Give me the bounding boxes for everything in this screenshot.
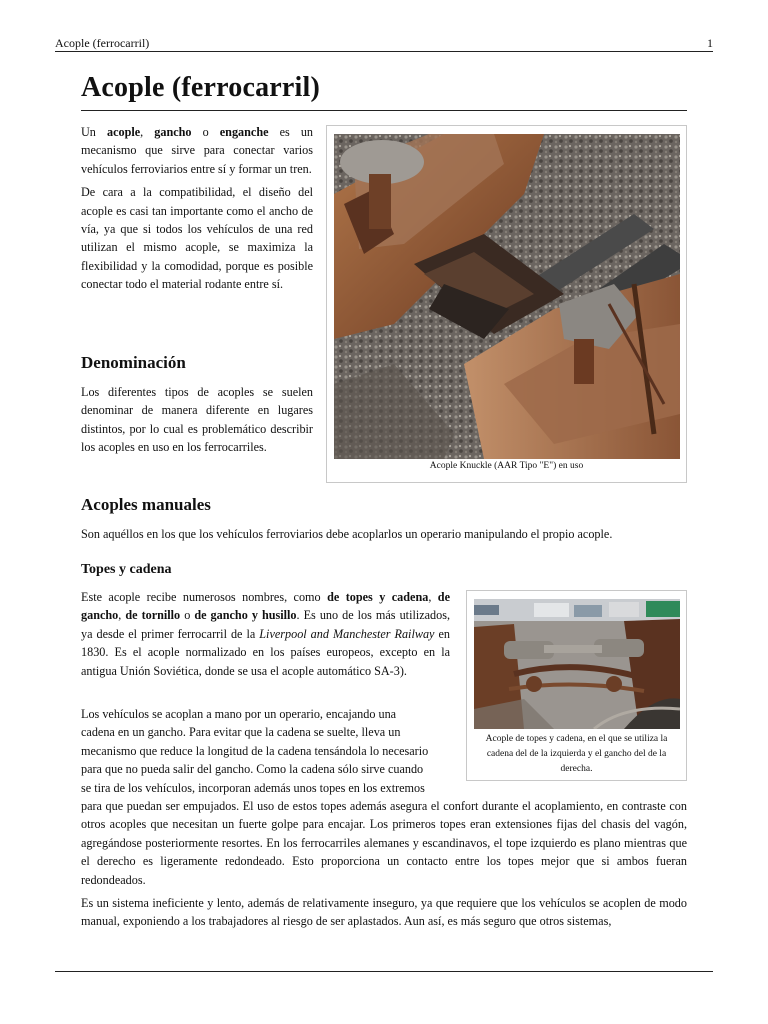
term-topes-y-cadena: de topes y cadena (327, 590, 429, 604)
figure-caption: Acople Knuckle (AAR Tipo "E") en uso (429, 461, 584, 471)
footer-rule (55, 971, 713, 972)
title-rule (81, 110, 687, 111)
header-rule (55, 51, 713, 52)
term-enganche: enganche (219, 125, 269, 139)
intro-paragraph-2: De cara a la compatibilidad, el diseño del acople es casi tan importante como el ancho de vía, ya que si todos los vehículos de una red utilizan el mismo acople, se maximiza la flexibilidad y la comodidad, porque es posible conectar todo el material rodante entre sí. (81, 185, 313, 292)
buffers-chain-photo (474, 599, 680, 729)
caption-line-2: cadena del de la izquierda y el gancho del de la (486, 749, 667, 759)
topes-paragraph-2-narrow (81, 705, 450, 797)
term-acople: acople (106, 125, 141, 139)
running-header (55, 36, 713, 51)
figure-knuckle-coupler (326, 125, 687, 483)
p2-line-5: se tira de los vehículos, incorporan además unos topes en los extremos (81, 780, 425, 795)
topes-paragraph-1: Este acople recibe numerosos nombres, como de topes y cadena, de gancho, de tornillo o de gancho y husillo. Es uno de los más utilizados, ya desde el primer ferrocarril de la Liverpool and Manchester Railway en 1830. Es el acople normalizado en los países europeos, excepto en la antigua Unión Soviética, donde se usa el acople automático SA-3). (81, 590, 451, 678)
term-de-gancho: de gancho (81, 590, 450, 623)
term-gancho: gancho (154, 125, 192, 139)
topes-paragraph-2-rest: para que puedan ser empujados. El uso de estos topes además asegura el confort durante el acoplamiento, en contraste con otros acoples que necesitan un fuerte golpe para encajar. Los primeros topes eran extensiones fijas del chasis del vagón, agregándose posteriormente resortes. En los ferrocarriles alemanes y escandinavos, el tope izquierdo es plano mientras que el derecho es ligeramente redondeado. Esto proporciona un contacto entre los topes mejor que si ambos fueran redondeados. (81, 799, 687, 887)
manuales-paragraph: Son aquéllos en los que los vehículos ferroviarios debe acoplarlos un operario manipulando el propio acople. (81, 527, 613, 541)
page-number: 1 (707, 36, 713, 50)
page-title: Acople (ferrocarril) (81, 72, 321, 103)
heading-topes-y-cadena: Topes y cadena (81, 562, 172, 577)
heading-denominacion: Denominación (81, 353, 186, 372)
intro-section (81, 123, 313, 294)
term-de-tornillo: de tornillo (125, 608, 181, 623)
intro-paragraph-1: Un acople, gancho o enganche es un mecanismo que sirve para conectar varios vehículos ferroviarios entre sí y formar un tren. (81, 125, 314, 176)
topes-paragraph-3: Es un sistema ineficiente y lento, además de relativamente inseguro, ya que requiere que los vehículos se acoplen de modo manual, exponiendo a los trabajadores al riesgo de ser aplastados. Aun así, es más seguro que otros sistemas, (81, 896, 687, 929)
caption-line-1: Acople de topes y cadena, en el que se utiliza la (485, 734, 668, 744)
p2-line-3: mecanismo que reduce la longitud de la cadena tensándola lo necesario (81, 743, 429, 758)
railway-name: Liverpool and Manchester Railway (259, 626, 435, 641)
caption-line-3: derecha. (560, 764, 593, 774)
p2-line-4: para que no pueda salir del gancho. Como la cadena sólo sirve cuando (81, 762, 424, 777)
p2-line-1: Los vehículos se acoplan a mano por un operario, encajando una (81, 707, 397, 721)
denominacion-paragraph: Los diferentes tipos de acoples se suelen denominar de manera diferente en lugares distintos, por lo cual es problemático describir los acoples en uso en los ferrocarriles. (81, 385, 313, 455)
figure-buffers-chain (466, 590, 687, 781)
term-gancho-y-husillo: de gancho y husillo (194, 608, 297, 623)
p2-line-2: cadena en un gancho. Para evitar que la cadena se suelte, lleva un (81, 725, 401, 740)
knuckle-coupler-photo (334, 134, 680, 459)
running-title: Acople (ferrocarril) (55, 36, 150, 50)
figure-caption (467, 732, 686, 777)
heading-acoples-manuales: Acoples manuales (81, 495, 211, 514)
